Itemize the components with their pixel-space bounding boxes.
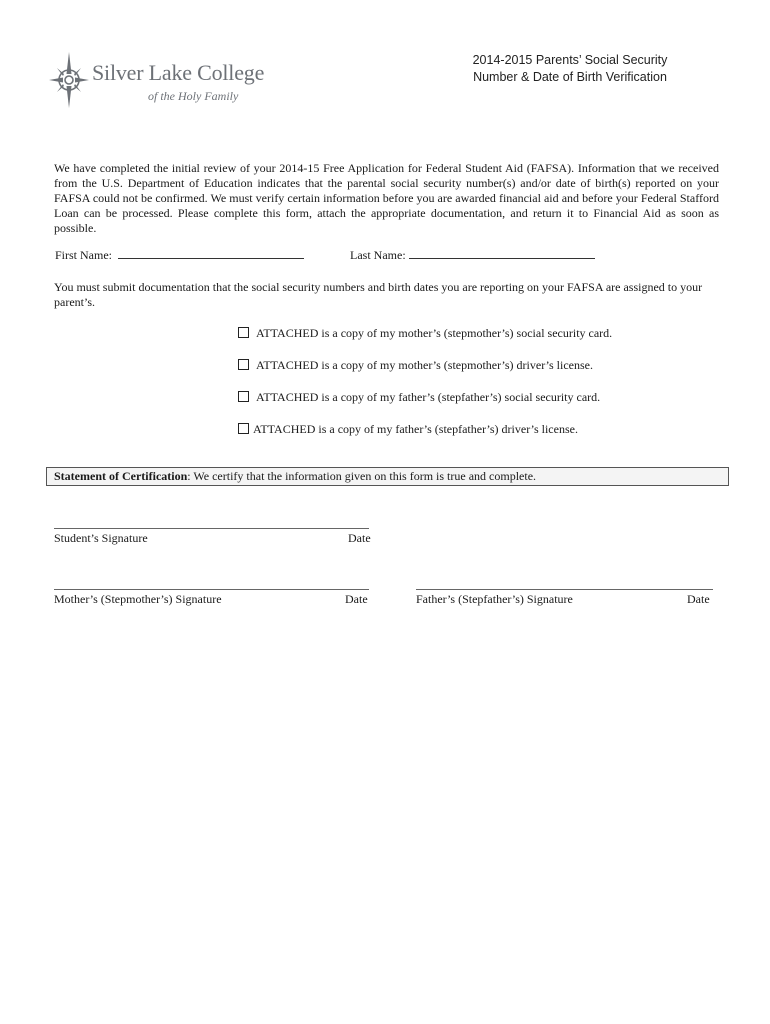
checklist-item-label: ATTACHED is a copy of my mother’s (stepmother’s) social security card. <box>256 326 613 340</box>
compass-rose-icon <box>48 50 90 110</box>
student-date-label: Date <box>348 531 371 545</box>
mother-date-label: Date <box>345 592 368 606</box>
checklist-item-label: ATTACHED is a copy of my father’s (stepfather’s) social security card. <box>256 390 601 404</box>
checklist-item-label: ATTACHED is a copy of my father’s (stepfather’s) driver’s license. <box>253 422 578 436</box>
last-name-row <box>350 247 595 263</box>
certification-text: : We certify that the information given on this form is true and complete. <box>187 469 537 483</box>
certification-statement <box>46 467 729 486</box>
last-name-field[interactable] <box>409 247 595 259</box>
form-title-line-1: 2014-2015 Parents’ Social Security <box>472 53 668 67</box>
last-name-label: Last Name: <box>350 248 406 262</box>
father-signature-line[interactable] <box>416 589 713 590</box>
father-date-label: Date <box>687 592 710 606</box>
form-title-line-2: Number & Date of Birth Verification <box>473 70 667 84</box>
college-logo <box>48 50 278 110</box>
student-signature-line[interactable] <box>54 528 369 529</box>
mother-signature-line[interactable] <box>54 589 369 590</box>
logo-name: Silver Lake College <box>92 60 265 85</box>
form-title <box>440 52 700 86</box>
checklist-item[interactable] <box>238 326 612 341</box>
checklist-item[interactable] <box>238 358 593 373</box>
first-name-row <box>55 247 304 263</box>
checkbox[interactable] <box>238 359 249 370</box>
checklist-item[interactable] <box>238 390 600 405</box>
mother-signature-label: Mother’s (Stepmother’s) Signature <box>54 592 222 606</box>
checkbox[interactable] <box>238 391 249 402</box>
certification-heading: Statement of Certification <box>54 469 188 483</box>
intro-paragraph: We have completed the initial review of your 2014-15 Free Application for Federal Student Aid (FAFSA). Information that we received from the U.S. Department of Education indicates that the parental social security number(s) and/or date of birth(s) reported on your FAFSA could not be confirmed. We must verify certain information before you are awarded financial aid and before your Federal Stafford Loan can be processed. Please complete this form, attach the appropriate documentation, and return it to Financial Aid as soon as possible. <box>54 161 719 235</box>
checklist-item-label: ATTACHED is a copy of my mother’s (stepmother’s) driver’s license. <box>256 358 593 372</box>
checkbox[interactable] <box>238 423 249 434</box>
logo-subtitle: of the Holy Family <box>148 89 239 103</box>
student-signature-label: Student’s Signature <box>54 531 148 545</box>
father-signature-label: Father’s (Stepfather’s) Signature <box>416 592 573 606</box>
checkbox[interactable] <box>238 327 249 338</box>
submit-instructions: You must submit documentation that the social security numbers and birth dates you are reporting on your FAFSA are assigned to your parent’s. <box>54 280 703 309</box>
checklist-item[interactable] <box>238 422 578 437</box>
first-name-field[interactable] <box>118 247 304 259</box>
first-name-label: First Name: <box>55 248 112 262</box>
